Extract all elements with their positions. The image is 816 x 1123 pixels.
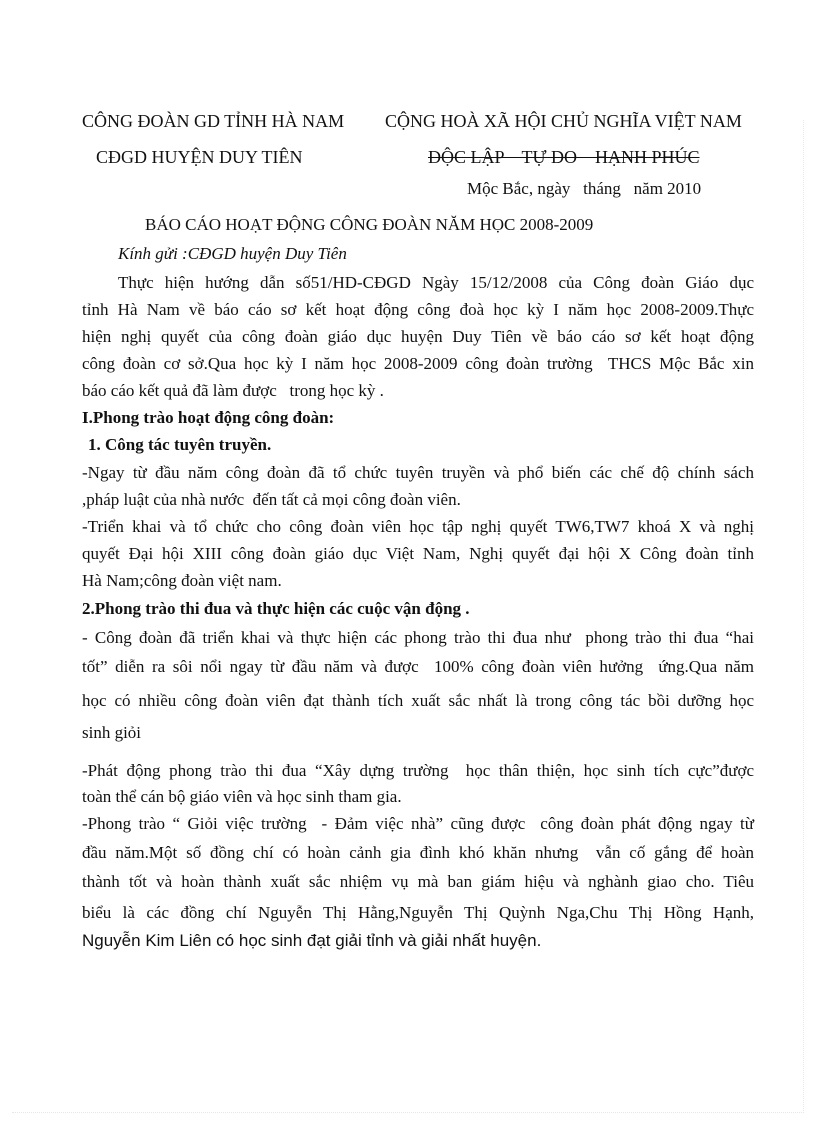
date-line: Mộc Bắc, ngày tháng năm 2010 — [467, 179, 702, 198]
intro-line: báo cáo kết quả đã làm được trong học kỳ . — [82, 381, 384, 400]
page-bottom-border — [12, 1112, 804, 1113]
body-line: -Phát động phong trào thi đua “Xây dựng trường học thân thiện, học sinh tích cực”được — [82, 761, 754, 780]
intro-line: tỉnh Hà Nam về báo cáo sơ kết hoạt động công đoà học kỳ I năm học 2008-2009.Thực — [82, 300, 754, 319]
body-line: - Công đoàn đã triển khai và thực hiện các phong trào thi đua như phong trào thi đua “hai — [82, 628, 754, 647]
document-title: BÁO CÁO HOẠT ĐỘNG CÔNG ĐOÀN NĂM HỌC 2008-2009 — [145, 215, 594, 234]
body-line: quyết Đại hội XIII công đoàn giáo dục Việt Nam, Nghị quyết đại hội X Công đoàn tỉnh — [82, 544, 754, 563]
subsection-heading: 1. Công tác tuyên truyền. — [88, 435, 272, 454]
header-motto: ĐỘC LẬP TỰ DO HẠNH PHÚC — [428, 147, 700, 167]
page-right-border — [803, 120, 804, 1113]
header-left-line2: CĐGD HUYỆN DUY TIÊN — [96, 147, 303, 167]
body-line: Nguyễn Kim Liên có học sinh đạt giải tỉnh và giải nhất huyện. — [82, 931, 542, 950]
body-line: -Ngay từ đầu năm công đoàn đã tổ chức tuyên truyền và phổ biến các chế độ chính sách — [82, 463, 754, 482]
recipient-line: Kính gửi :CĐGD huyện Duy Tiên — [118, 244, 347, 263]
intro-line: công đoàn cơ sở.Qua học kỳ I năm học 2008-2009 công đoàn trường THCS Mộc Bắc xin — [82, 354, 754, 373]
body-line: Hà Nam;công đoàn việt nam. — [82, 571, 282, 590]
body-line: ,pháp luật của nhà nước đến tất cả mọi công đoàn viên. — [82, 490, 461, 509]
body-line: sinh giỏi — [82, 723, 142, 742]
body-line: -Phong trào “ Giỏi việc trường - Đảm việc nhà” cũng được công đoàn phát động ngay từ — [82, 814, 754, 833]
body-line: toàn thể cán bộ giáo viên và học sinh tham gia. — [82, 787, 402, 806]
body-line: tốt” diễn ra sôi nổi ngay từ đầu năm và được 100% công đoàn viên hưởng ứng.Qua năm — [82, 657, 754, 676]
body-line: học có nhiều công đoàn viên đạt thành tích xuất sắc nhất là trong công tác bồi dưỡng học — [82, 691, 754, 710]
body-line: thành tốt và hoàn thành xuất sắc nhiệm vụ mà ban giám hiệu và nghành giao cho. Tiêu — [82, 872, 754, 891]
body-line: -Triển khai và tổ chức cho công đoàn viên học tập nghị quyết TW6,TW7 khoá X và nghị — [82, 517, 754, 536]
body-line: đầu năm.Một số đồng chí có hoàn cảnh gia đình khó khăn nhưng vẫn cố gắng để hoàn — [82, 843, 754, 862]
header-left-line1: CÔNG ĐOÀN GD TỈNH HÀ NAM — [82, 111, 345, 131]
intro-line: hiện nghị quyết của công đoàn giáo dục huyện Duy Tiên về báo cáo sơ kết hoạt động — [82, 327, 754, 346]
section-heading: I.Phong trào hoạt động công đoàn: — [82, 408, 335, 427]
header-right-line1: CỘNG HOÀ XÃ HỘI CHỦ NGHĨA VIỆT NAM — [385, 111, 742, 131]
intro-line: Thực hiện hướng dẫn số51/HD-CĐGD Ngày 15/12/2008 của Công đoàn Giáo dục — [118, 273, 754, 292]
body-line: biểu là các đồng chí Nguyễn Thị Hằng,Nguyễn Thị Quỳnh Nga,Chu Thị Hồng Hạnh, — [82, 903, 754, 922]
subsection-heading: 2.Phong trào thi đua và thực hiện các cuộc vận động . — [82, 599, 470, 618]
